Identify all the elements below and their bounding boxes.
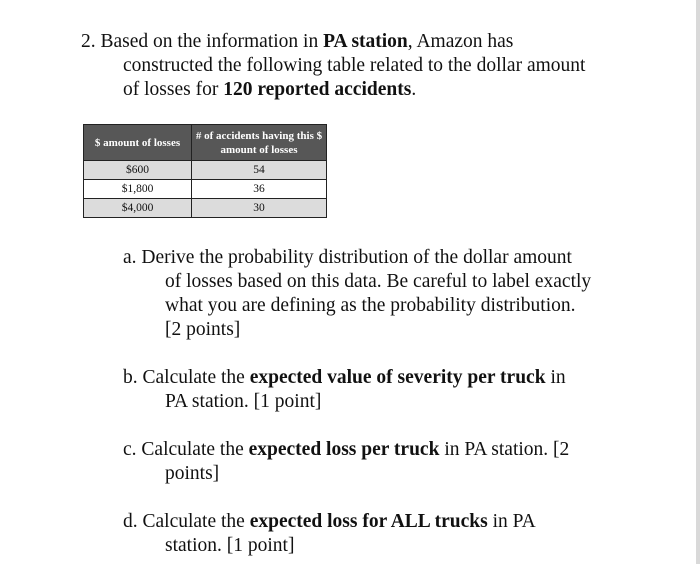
part-b-pre: b. Calculate the — [123, 367, 250, 388]
part-d — [123, 510, 623, 558]
part-d-pre: d. Calculate the — [123, 511, 250, 532]
part-a-line-3: what you are defining as the probability distribution. — [165, 295, 576, 316]
cell-count: 30 — [192, 199, 327, 218]
question-intro — [81, 30, 641, 102]
part-a-line-2: of losses based on this data. Be careful to label exactly — [165, 271, 592, 292]
part-a-line-4: [2 points] — [165, 319, 241, 340]
intro-text-1: Based on the information in — [100, 31, 324, 52]
cell-amount: $1,800 — [84, 180, 192, 199]
part-c-line-2: points] — [165, 463, 220, 484]
part-a — [123, 246, 623, 342]
part-b-line-2: PA station. [1 point] — [165, 391, 322, 412]
question-number: 2. — [81, 31, 96, 52]
accidents-count-bold: 120 reported accidents — [223, 79, 412, 100]
part-c-pre: c. Calculate the — [123, 439, 249, 460]
part-b — [123, 366, 623, 414]
part-c — [123, 438, 623, 486]
header-accidents: # of accidents having this $ amount of losses — [192, 125, 327, 161]
part-d-line-2: station. [1 point] — [165, 535, 295, 556]
part-a-line-1: a. Derive the probability distribution of the dollar amount — [123, 247, 572, 268]
pa-station-bold: PA station — [323, 31, 408, 52]
intro-text-3-end: . — [411, 79, 417, 100]
part-d-bold: expected loss for ALL trucks — [249, 511, 488, 532]
cell-amount: $4,000 — [84, 199, 192, 218]
part-b-bold: expected value of severity per truck — [249, 367, 546, 388]
cell-amount: $600 — [84, 161, 192, 180]
part-c-post: in PA station. [2 — [439, 439, 570, 460]
intro-line-3 — [81, 78, 641, 102]
losses-table — [83, 124, 327, 218]
cell-count: 36 — [192, 180, 327, 199]
table-row — [84, 161, 327, 180]
intro-line-2: constructed the following table related to the dollar amount — [123, 55, 586, 76]
part-b-post: in — [545, 367, 566, 388]
table-row — [84, 199, 327, 218]
part-c-bold: expected loss per truck — [248, 439, 440, 460]
header-amount: $ amount of losses — [84, 125, 192, 161]
page-edge-shadow — [696, 0, 700, 564]
part-d-post: in PA — [487, 511, 536, 532]
cell-count: 54 — [192, 161, 327, 180]
intro-text-3: of losses for — [123, 79, 224, 100]
intro-text-1-end: , Amazon has — [407, 31, 514, 52]
table-row — [84, 180, 327, 199]
table-header-row — [84, 125, 327, 161]
